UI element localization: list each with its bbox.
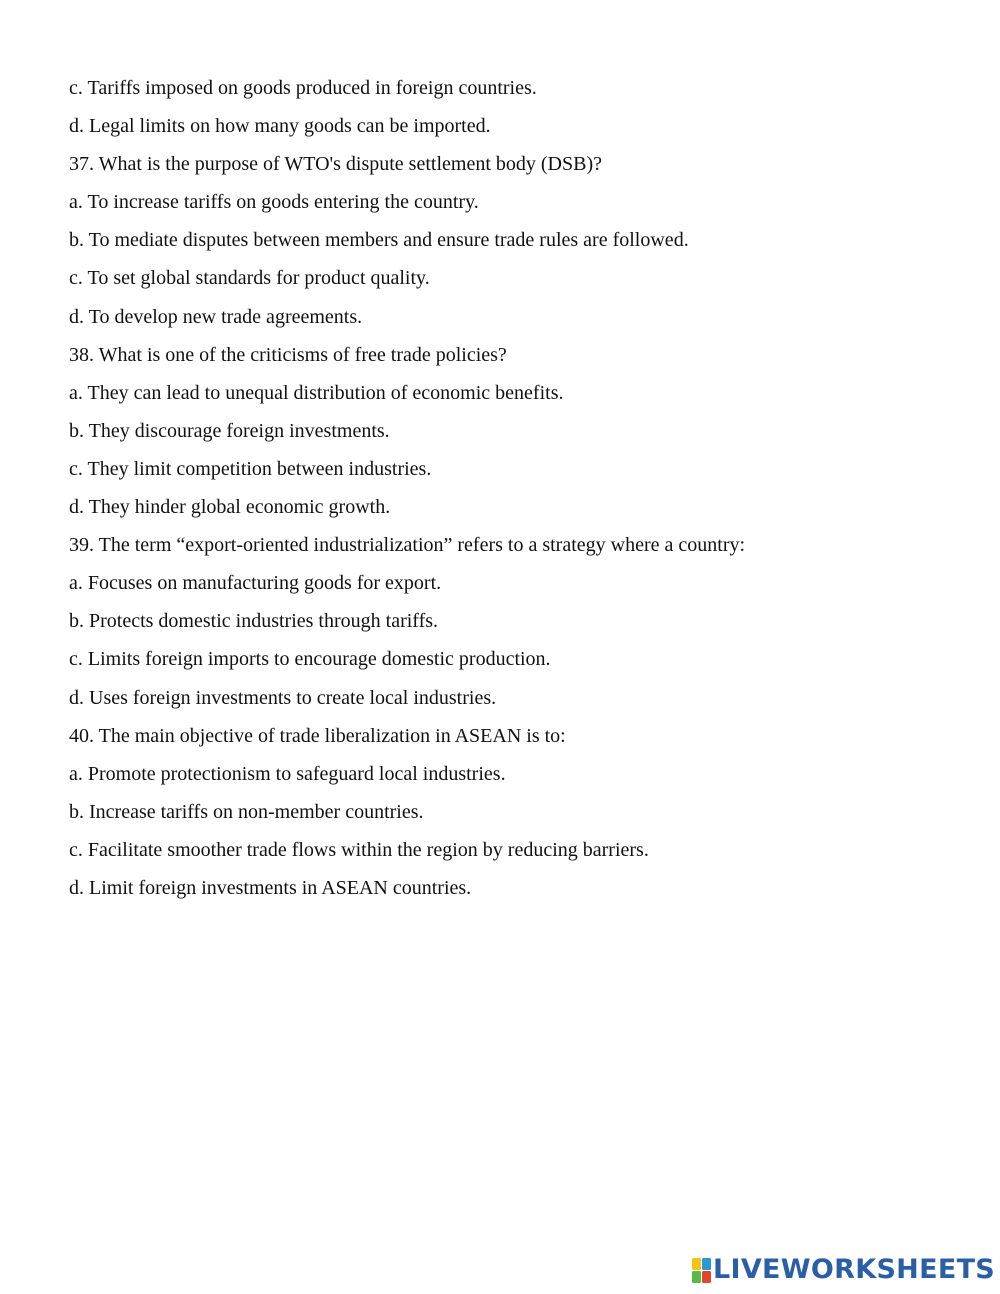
- question-list: [69, 69, 969, 907]
- question-line: 39. The term “export-oriented industrialization” refers to a strategy where a country:: [69, 534, 746, 557]
- option-line: b. Increase tariffs on non-member countries.: [69, 800, 424, 823]
- option-line: d. Legal limits on how many goods can be imported.: [69, 115, 491, 138]
- option-line: d. To develop new trade agreements.: [69, 305, 363, 328]
- option-line: a. They can lead to unequal distribution of economic benefits.: [69, 381, 564, 404]
- liveworksheets-logo: [692, 1254, 995, 1286]
- option-line: c. Limits foreign imports to encourage domestic production.: [69, 648, 551, 671]
- option-line: b. Protects domestic industries through tariffs.: [69, 610, 439, 633]
- option-line: a. Promote protectionism to safeguard local industries.: [69, 762, 506, 785]
- option-line: d. Limit foreign investments in ASEAN countries.: [69, 876, 472, 899]
- live-blocks-icon: [692, 1258, 711, 1283]
- question-line: 38. What is one of the criticisms of free trade policies?: [69, 343, 507, 366]
- option-line: c. They limit competition between industries.: [69, 457, 432, 480]
- option-line: c. Facilitate smoother trade flows within the region by reducing barriers.: [69, 838, 649, 861]
- option-line: b. To mediate disputes between members and ensure trade rules are followed.: [69, 229, 689, 252]
- option-line: d. Uses foreign investments to create local industries.: [69, 686, 497, 709]
- option-line: a. Focuses on manufacturing goods for export.: [69, 572, 442, 595]
- option-line: a. To increase tariffs on goods entering the country.: [69, 191, 479, 214]
- option-line: d. They hinder global economic growth.: [69, 496, 391, 519]
- option-line: b. They discourage foreign investments.: [69, 419, 390, 442]
- option-line: c. To set global standards for product quality.: [69, 267, 430, 290]
- question-line: 40. The main objective of trade liberalization in ASEAN is to:: [69, 724, 566, 747]
- option-line: c. Tariffs imposed on goods produced in foreign countries.: [69, 77, 537, 99]
- question-line: 37. What is the purpose of WTO's dispute settlement body (DSB)?: [69, 153, 602, 176]
- logo-text: LIVEWORKSHEETS: [713, 1254, 996, 1285]
